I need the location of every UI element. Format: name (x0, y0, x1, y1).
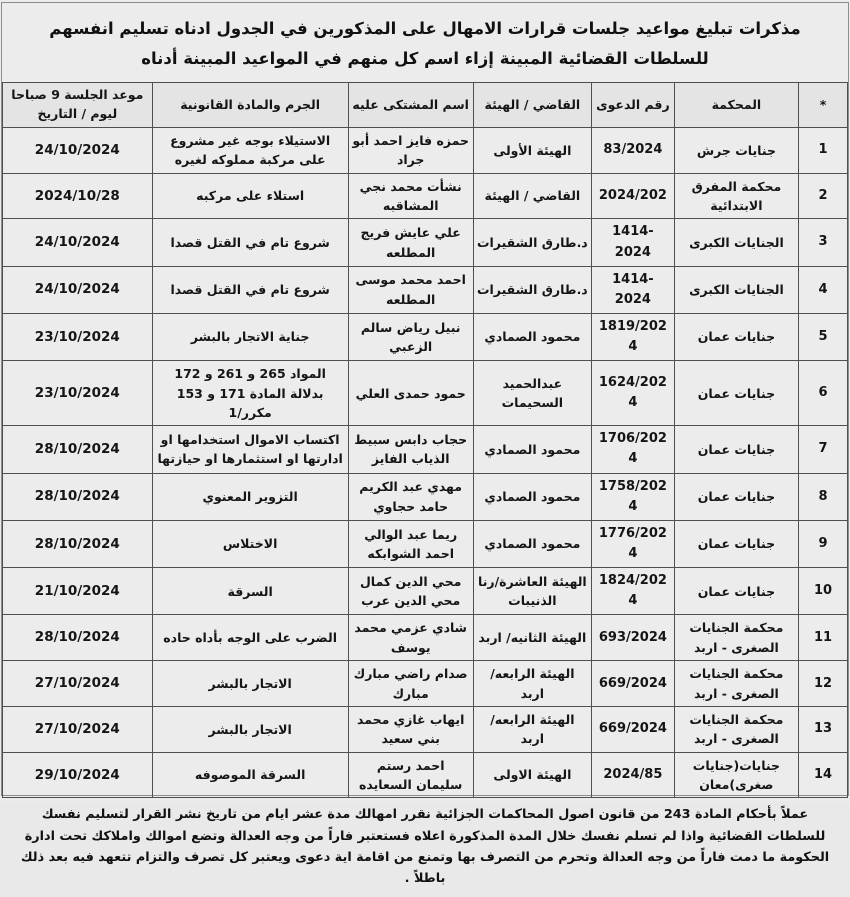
cell-judge: محمود الصمادي (473, 426, 591, 473)
cell-judge: محمود الصمادي (473, 473, 591, 520)
header-defendant: اسم المشتكى عليه (348, 83, 473, 128)
legal-notice-footer: عملاً بأحكام المادة 243 من قانون اصول المحاكمات الجزائية نقرر امهالك مدة عشر ايام من تاريخ نشر القرار لتسليم نفسك للسلطات القضائية واذا لم تسلم نفسك خلال المدة المذكورة اعلاه فستعتبر فاراً من وجه العدالة وتضع اموالك واملاكك تحت ادارة الحكومة ما دمت فاراً من وجه العدالة وتحرم من التصرف بها وتمنع من اقامة اية دعوى ويعتبر كل تصرف والتزام تتعهد فيه بعد ذلك باطلاً . (20, 807, 830, 886)
cell-crime: الاستيلاء بوجه غير مشروع على مركبة مملوكه لغيره (152, 127, 348, 173)
header-court: المحكمة (674, 83, 798, 128)
document-frame (1, 2, 849, 886)
cell-judge: د.طارق الشقيرات (473, 266, 591, 313)
cell-judge: الهيئة الرابعه/ اربد (473, 661, 591, 707)
table-body (3, 127, 848, 798)
cell-crime: السرقة (152, 568, 348, 615)
cell-court: جنايات جرش (674, 127, 798, 173)
cell-judge: عبدالحميد السحيمات (473, 361, 591, 426)
cell-date: 2024/10/28 (3, 173, 153, 219)
table-row (3, 361, 848, 426)
cell-court: جنايات عمان (674, 361, 798, 426)
cell-defendant: ايهاب غازي محمد بني سعيد (348, 706, 473, 752)
cell-case-no: 83/2024 (592, 127, 675, 173)
cell-court: جنايات عمان (674, 520, 798, 567)
cell-court: الجنايات الكبرى (674, 219, 798, 266)
cell-judge: الهيئة الثانيه/ اربد (473, 615, 591, 661)
cell-court: محكمة الجنايات الصغرى - اربد (674, 706, 798, 752)
cell-num: 8 (799, 473, 848, 520)
cell-crime: الاتجار بالبشر (152, 706, 348, 752)
cell-date: 27/10/2024 (3, 661, 153, 707)
table-row (3, 752, 848, 798)
table-row (3, 127, 848, 173)
header-number: * (799, 83, 848, 128)
cell-case-no: 1624/2024 (592, 361, 675, 426)
cell-date: 28/10/2024 (3, 426, 153, 473)
cell-case-no: 693/2024 (592, 615, 675, 661)
cell-num: 2 (799, 173, 848, 219)
cell-date: 23/10/2024 (3, 313, 153, 360)
cell-defendant: احمد رستم سليمان السعايده (348, 752, 473, 798)
cell-crime: استلاء على مركبه (152, 173, 348, 219)
cell-court: جنايات عمان (674, 473, 798, 520)
cell-date: 28/10/2024 (3, 615, 153, 661)
cell-court: جنايات عمان (674, 568, 798, 615)
cell-judge: محمود الصمادي (473, 520, 591, 567)
cell-crime: شروع تام في القتل قصدا (152, 266, 348, 313)
cell-date: 27/10/2024 (3, 706, 153, 752)
cell-case-no: 1819/2024 (592, 313, 675, 360)
cell-court: محكمة الجنايات الصغرى - اربد (674, 615, 798, 661)
document-title: مذكرات تبليغ مواعيد جلسات قرارات الامهال على المذكورين في الجدول ادناه تسليم انفسهم للسلطات القضائية المبينة إزاء اسم كل منهم في المواعيد المبينة أدناه (49, 19, 801, 68)
table-row (3, 706, 848, 752)
cell-judge: القاضي / الهيئة (473, 173, 591, 219)
cell-num: 12 (799, 661, 848, 707)
cell-case-no: 1776/2024 (592, 520, 675, 567)
cell-num: 7 (799, 426, 848, 473)
cell-defendant: نشأت محمد نجي المشاقبه (348, 173, 473, 219)
cell-defendant: ريما عبد الوالي احمد الشوابكه (348, 520, 473, 567)
cell-defendant: حمود حمدى العلي (348, 361, 473, 426)
cell-num: 1 (799, 127, 848, 173)
cell-defendant: مهدي عبد الكريم حامد حجاوي (348, 473, 473, 520)
cell-case-no: 1414-2024 (592, 219, 675, 266)
table-row (3, 661, 848, 707)
cell-num: 11 (799, 615, 848, 661)
table-header-row (3, 83, 848, 128)
header-crime-article: الجرم والمادة القانونية (152, 83, 348, 128)
cell-date: 21/10/2024 (3, 568, 153, 615)
cell-judge: الهيئة الرابعه/ اربد (473, 706, 591, 752)
cell-defendant: شادي عزمي محمد يوسف (348, 615, 473, 661)
cell-defendant: حجاب دابس سبيط الذياب الفايز (348, 426, 473, 473)
cell-court: جنايات عمان (674, 313, 798, 360)
cell-num: 6 (799, 361, 848, 426)
table-row (3, 473, 848, 520)
cell-court: جنايات عمان (674, 426, 798, 473)
cell-case-no: 2024/85 (592, 752, 675, 798)
cell-crime: التزوير المعنوي (152, 473, 348, 520)
cell-num: 3 (799, 219, 848, 266)
cell-case-no: 1758/2024 (592, 473, 675, 520)
cell-date: 24/10/2024 (3, 266, 153, 313)
cell-court: محكمة الجنايات الصغرى - اربد (674, 661, 798, 707)
table-row (3, 313, 848, 360)
table-row (3, 615, 848, 661)
cell-crime: السرقة الموصوفه (152, 752, 348, 798)
cell-crime: اكتساب الاموال استخدامها او ادارتها او استثمارها او حيازتها (152, 426, 348, 473)
cell-date: 29/10/2024 (3, 752, 153, 798)
cell-date: 28/10/2024 (3, 473, 153, 520)
cell-case-no: 669/2024 (592, 661, 675, 707)
hearing-notices-table (2, 82, 848, 798)
cell-case-no: 2024/202 (592, 173, 675, 219)
cell-crime: الاتجار بالبشر (152, 661, 348, 707)
cell-case-no: 1824/2024 (592, 568, 675, 615)
cell-num: 5 (799, 313, 848, 360)
header-judge-panel: القاضي / الهيئة (473, 83, 591, 128)
cell-defendant: حمزه فايز احمد أبو جراد (348, 127, 473, 173)
cell-judge: الهيئة العاشرة/رنا الذنيبات (473, 568, 591, 615)
table-row (3, 173, 848, 219)
cell-num: 13 (799, 706, 848, 752)
cell-case-no: 1414-2024 (592, 266, 675, 313)
header-case-number: رقم الدعوى (592, 83, 675, 128)
cell-date: 23/10/2024 (3, 361, 153, 426)
cell-defendant: نبيل رياض سالم الزعبي (348, 313, 473, 360)
cell-crime: الضرب على الوجه بأداه حاده (152, 615, 348, 661)
cell-defendant: محي الدين كمال محي الدين عرب (348, 568, 473, 615)
table-row (3, 266, 848, 313)
cell-num: 10 (799, 568, 848, 615)
cell-defendant: صدام راضي مبارك مبارك (348, 661, 473, 707)
cell-case-no: 669/2024 (592, 706, 675, 752)
cell-defendant: علي عايش فريج المطلعه (348, 219, 473, 266)
header-session-date: موعد الجلسة 9 صباحا ليوم / التاريخ (3, 83, 153, 128)
cell-court: الجنايات الكبرى (674, 266, 798, 313)
cell-court: جنايات(جنايات صغرى)معان (674, 752, 798, 798)
cell-crime: الاختلاس (152, 520, 348, 567)
cell-judge: محمود الصمادي (473, 313, 591, 360)
table-row (3, 219, 848, 266)
cell-judge: الهيئة الاولى (473, 752, 591, 798)
cell-num: 14 (799, 752, 848, 798)
cell-defendant: احمد محمد موسى المطلعه (348, 266, 473, 313)
table-row (3, 520, 848, 567)
table-row (3, 568, 848, 615)
cell-date: 24/10/2024 (3, 219, 153, 266)
cell-date: 28/10/2024 (3, 520, 153, 567)
cell-num: 9 (799, 520, 848, 567)
cell-crime: جناية الاتجار بالبشر (152, 313, 348, 360)
cell-crime: المواد 265 و 261 و 172 بدلالة المادة 171 و 153 مكرر/1 (152, 361, 348, 426)
cell-date: 24/10/2024 (3, 127, 153, 173)
cell-court: محكمة المفرق الابتدائية (674, 173, 798, 219)
cell-num: 4 (799, 266, 848, 313)
cell-crime: شروع تام في القتل قصدا (152, 219, 348, 266)
cell-judge: د.طارق الشقيرات (473, 219, 591, 266)
cell-case-no: 1706/2024 (592, 426, 675, 473)
table-row (3, 426, 848, 473)
cell-judge: الهيئة الأولى (473, 127, 591, 173)
